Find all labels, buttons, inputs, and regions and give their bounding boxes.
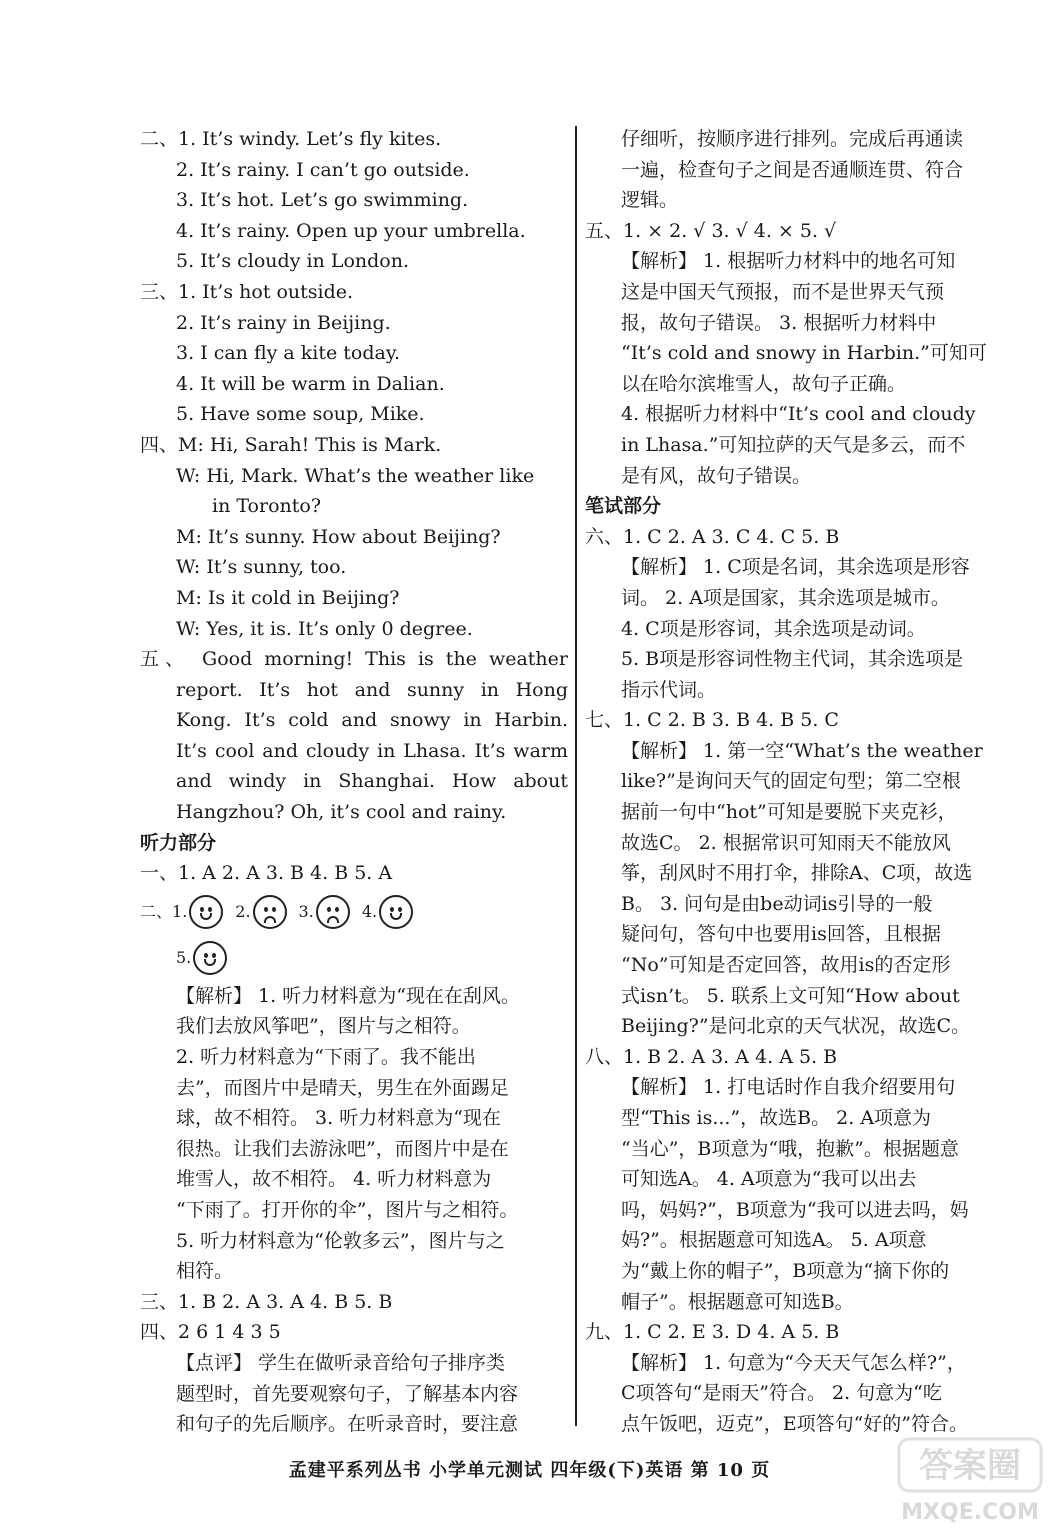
text-line: W: Hi, Mark. What’s the weather like: [176, 464, 535, 487]
faces-prefix: 二、: [140, 901, 173, 921]
text-line: in Toronto?: [212, 495, 322, 518]
text-line: 以在哈尔滨堆雪人，故句子正确。: [621, 372, 907, 395]
answer-line: 一、1. A 2. A 3. B 4. B 5. A: [140, 862, 393, 885]
text-line: 5. B项是形容词性物主代词，其余选项是: [621, 648, 964, 671]
text-line: 3. I can fly a kite today.: [176, 342, 401, 365]
text-line: 球，故不相符。 3. 听力材料意为“现在: [176, 1107, 501, 1130]
text-line: in Lhasa.”可知拉萨的天气是多云，而不: [621, 433, 966, 456]
answer-line: 五、1. × 2. √ 3. √ 4. × 5. √: [585, 219, 837, 242]
answer-line: 三、1. B 2. A 3. A 4. B 5. B: [140, 1290, 393, 1313]
text-line: It’s cool and cloudy in Lhasa. It’s warm: [176, 739, 568, 762]
face-label: 4.: [361, 901, 378, 921]
text-line: 报，故句子错误。 3. 根据听力材料中: [621, 311, 937, 334]
face-label: 5.: [176, 947, 192, 967]
text-line: report. It’s hot and sunny in Hong: [176, 678, 568, 701]
answer-line: 八、1. B 2. A 3. A 4. A 5. B: [585, 1045, 838, 1068]
section-heading: 笔试部分: [585, 495, 662, 518]
text-line: 五、 Good morning! This is the weather: [140, 648, 568, 671]
text-line: 5. It’s cloudy in London.: [176, 250, 409, 273]
text-line: 吗，妈妈?”，B项意为“我可以进去吗，妈: [621, 1198, 969, 1221]
text-line: like?”是询问天气的固定句型；第二空根: [621, 770, 961, 793]
text-line: C项答句“是雨天”符合。 2. 句意为“吃: [621, 1382, 942, 1405]
text-line: 3. It’s hot. Let’s go swimming.: [176, 189, 469, 212]
text-line: “It’s cold and snowy in Harbin.”可知可: [621, 342, 987, 365]
text-line: 筝，刮风时不用打伞，排除A、C项，故选: [621, 862, 973, 885]
text-line: 疑问句，答句中也要用is回答，且根据: [621, 923, 941, 946]
text-line: 型“This is...”，故选B。 2. A项意为: [621, 1107, 932, 1129]
text-line: 指示代词。: [621, 678, 717, 701]
text-line: 我们去放风筝吧”，图片与之相符。: [176, 1015, 471, 1038]
text-line: 和句子的先后顺序。在听录音时，要注意: [176, 1413, 519, 1436]
text-line: 【解析】 1. C项是名词，其余选项是形容: [621, 556, 970, 579]
text-line: 式isn’t。 5. 联系上文可知“How about: [621, 984, 960, 1007]
text-line: 逻辑。: [621, 189, 679, 212]
section-heading: 听力部分: [140, 831, 217, 854]
text-line: 是有风，故句子错误。: [621, 464, 812, 487]
sad-face-icon: [316, 895, 350, 929]
text-line: 故选C。 2. 根据常识可知雨天不能放风: [621, 831, 951, 854]
text-line: 4. C项是形容词，其余选项是动词。: [621, 617, 926, 640]
faces-row-second: [140, 935, 568, 981]
text-line: 【解析】 1. 打电话时作自我介绍要用句: [621, 1076, 956, 1099]
text-line: B。 3. 问句是由be动词is引导的一般: [621, 892, 933, 915]
answer-line: 九、1. C 2. E 3. D 4. A 5. B: [585, 1321, 840, 1344]
faces-row: [140, 889, 568, 935]
watermark-top: 答案圈: [919, 1446, 1021, 1486]
text-line: 4. It will be warm in Dalian.: [176, 372, 445, 395]
text-line: 仔细听，按顺序进行排列。完成后再通读: [621, 128, 964, 150]
text-line: 【解析】 1. 句意为“今天天气怎么样?”，: [621, 1351, 966, 1374]
text-line: M: It’s sunny. How about Beijing?: [176, 525, 501, 548]
left-column: [140, 124, 568, 1440]
text-line: Kong. It’s cold and snowy in Harbin.: [176, 709, 568, 732]
text-line: and windy in Shanghai. How about: [176, 770, 568, 793]
text-line: 为“戴上你的帽子”，B项意为“摘下你的: [621, 1259, 950, 1282]
face-label: 3.: [298, 901, 314, 921]
text-line: 5. 听力材料意为“伦敦多云”，图片与之: [176, 1229, 505, 1252]
watermark-logo: [895, 1433, 1045, 1528]
text-line: 点午饭吧，迈克”，E项答句“好的”符合。: [621, 1412, 969, 1435]
text-line: 堆雪人，故不相符。 4. 听力材料意为: [176, 1168, 492, 1191]
text-line: 【点评】 学生在做听录音给句子排序类: [176, 1351, 506, 1374]
text-line: 可知选A。 4. A项意为“我可以出去: [621, 1168, 917, 1191]
text-line: 四、M: Hi, Sarah! This is Mark.: [140, 433, 442, 456]
smiley-face-icon: [379, 895, 413, 929]
text-line: Beijing?”是问北京的天气状况，故选C。: [621, 1015, 971, 1038]
text-line: 很热。让我们去游泳吧”，而图片中是在: [176, 1137, 509, 1160]
text-line: 2. 听力材料意为“下雨了。我不能出: [176, 1046, 476, 1069]
text-line: 词。 2. A项是国家，其余选项是城市。: [621, 586, 950, 609]
text-line: 5. Have some soup, Mike.: [176, 403, 425, 426]
text-line: 妈?”。根据题意可知选A。 5. A项意: [621, 1229, 927, 1252]
text-line: “No”可知是否定回答，故用is的否定形: [621, 954, 951, 977]
smiley-face-icon: [189, 895, 223, 929]
text-line: 去”，而图片中是晴天，男生在外面踢足: [176, 1076, 509, 1099]
text-line: 【解析】 1. 第一空“What’s the weather: [621, 739, 983, 762]
text-line: 4. It’s rainy. Open up your umbrella.: [176, 219, 526, 242]
text-line: 一遍，检查句子之间是否通顺连贯、符合: [621, 158, 964, 181]
answer-line: 六、1. C 2. A 3. C 4. C 5. B: [585, 525, 840, 548]
text-line: 2. It’s rainy. I can’t go outside.: [176, 158, 470, 181]
text-line: 【解析】 1. 听力材料意为“现在在刮风。: [176, 984, 520, 1007]
smiley-face-icon: [193, 941, 227, 975]
text-line: 【解析】 1. 根据听力材料中的地名可知: [621, 250, 956, 273]
face-label: 1.: [172, 901, 188, 921]
text-line: 题型时，首先要观察句子，了解基本内容: [176, 1382, 519, 1405]
text-line: M: Is it cold in Beijing?: [176, 586, 400, 609]
sad-face-icon: [253, 895, 287, 929]
text-line: Hangzhou? Oh, it’s cool and rainy.: [176, 801, 507, 824]
text-line: 三、1. It’s hot outside.: [140, 280, 354, 303]
text-line: “下雨了。打开你的伞”，图片与之相符。: [176, 1199, 519, 1221]
text-line: 相符。: [176, 1260, 234, 1283]
text-line: 4. 根据听力材料中“It’s cool and cloudy: [621, 403, 976, 426]
right-column: [585, 124, 1013, 1440]
column-divider: [575, 126, 577, 1426]
page-footer: 孟建平系列丛书 小学单元测试 四年级(下)英语 第 10 页: [288, 1460, 771, 1481]
face-label: 2.: [235, 901, 251, 921]
answer-line: 四、2 6 1 4 3 5: [140, 1321, 281, 1344]
watermark-bottom: MXQE.COM: [901, 1500, 1039, 1525]
text-line: 帽子”。根据题意可知选B。: [621, 1290, 854, 1313]
text-line: W: Yes, it is. It’s only 0 degree.: [176, 617, 473, 640]
text-line: 二、1. It’s windy. Let’s fly kites.: [140, 128, 442, 150]
text-line: 据前一句中“hot”可知是要脱下夹克衫，: [621, 801, 957, 824]
answer-line: 七、1. C 2. B 3. B 4. B 5. C: [585, 709, 839, 732]
text-line: 2. It’s rainy in Beijing.: [176, 311, 391, 334]
text-line: 这是中国天气预报，而不是世界天气预: [621, 280, 945, 303]
text-line: “当心”，B项意为“哦，抱歉”。根据题意: [621, 1137, 959, 1160]
text-line: W: It’s sunny, too.: [176, 556, 347, 579]
